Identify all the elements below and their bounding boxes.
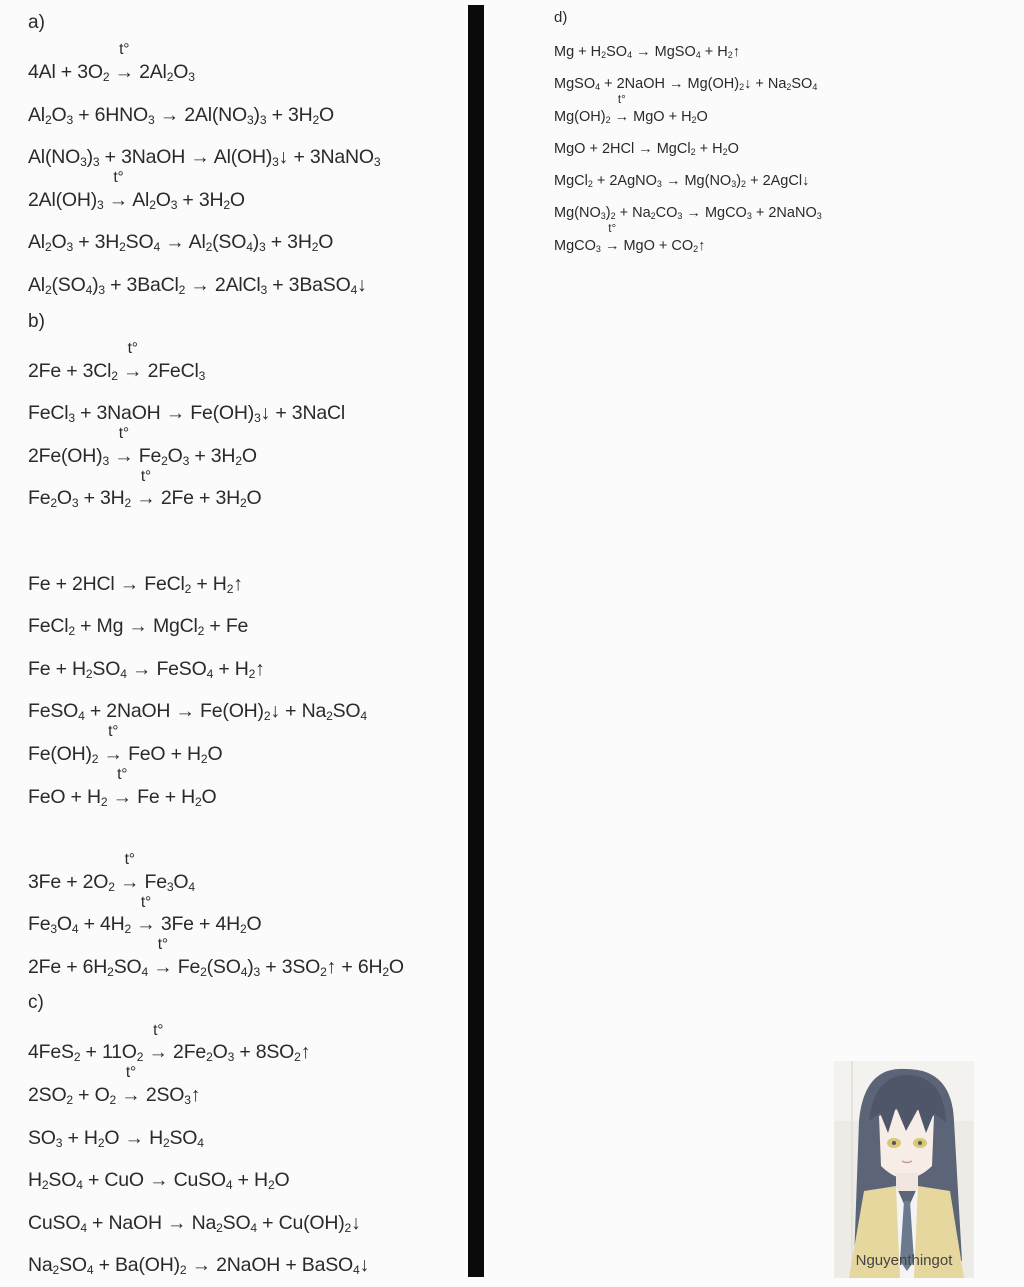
equation-line: $Mg + H_2SO_4$ → MgSO$_4$ + $H_2↑$	[554, 44, 740, 61]
heat-arrow: t° →	[103, 723, 123, 765]
equation-line: $2Fe + 3Cl_2$ t° → 2FeCl$_3$	[28, 350, 468, 393]
equation-line: $2Fe + 6H_2SO_4$ t° → $Fe_2(SO_4)_3$ + $3SO_2↑ + 6H_2O$	[28, 946, 468, 989]
heat-arrow: t° →	[114, 41, 134, 83]
equation-line: $2SO_2 + O_2$ t° → $2SO_3↑$	[28, 1074, 468, 1117]
equation-line: $Mg(NO_3)_2 + Na_2CO_3$ → MgCO$_3$ + 2NaNO$_3$	[554, 205, 822, 222]
heat-arrow: t° →	[108, 169, 129, 211]
heat-arrow: t° →	[136, 893, 156, 936]
right-column	[554, 6, 994, 262]
heat-arrow: t° →	[121, 1064, 141, 1107]
equation-line: MgCl$_2$ + 2AgNO$_3$ → $Mg(NO_3)_2$ + 2AgCl↓	[554, 173, 810, 190]
spacer	[28, 520, 468, 563]
heat-arrow: t° →	[136, 467, 156, 510]
equation-line: $Al_2O_3 + 3H_2SO_4 \to Al_2(SO_4)_3 + 3H_2O$	[28, 231, 334, 255]
equation-line: $Fe_2O_3 + 3H_2$ t° → $2Fe + 3H_2O$	[28, 477, 468, 520]
equation-line: FeO + $H_2$ t° → $Fe + H_2O$	[28, 776, 468, 819]
heat-arrow: t° →	[114, 425, 134, 467]
heat-arrow: t° →	[604, 222, 620, 254]
equation-line: Fe + 2HCl → FeCl$_2$ + $H_2↑$	[28, 572, 243, 596]
heat-arrow: t° →	[112, 765, 132, 808]
equation-line: $Fe + H_2SO_4$ → FeSO$_4$ + $H_2↑$	[28, 657, 265, 681]
section-label: b)	[28, 310, 45, 332]
avatar-watermark: Nguyenthingot	[855, 1252, 953, 1269]
section-label: a)	[28, 12, 45, 33]
equation-line: $2Al(OH)_3$ t° → $Al_2O_3 + 3H_2O$	[28, 179, 468, 222]
equation-line: $Mg(OH)_2$ t° → MgO + $H_2O$	[554, 101, 994, 133]
equation-line: $4FeS_2 + 11O_2$ t° → $2Fe_2O_3$ + $8SO_2↑$	[28, 1031, 468, 1074]
equation-line: $Al_2O_3 + 6HNO_3 \to 2Al(NO_3)_3 + 3H_2O$	[28, 103, 335, 127]
equation-line: $Al_2(SO_4)_3$ + 3BaCl$_2$ → 2AlCl$_3$ + 3BaSO$_4$↓	[28, 273, 367, 297]
equation-line: $Al(NO_3)_3$ + 3NaOH → $Al(OH)_3↓$ + 3NaNO$_3$	[28, 146, 381, 170]
equation-line: FeCl$_3$ + 3NaOH → $Fe(OH)_3↓$ + 3NaCl	[28, 402, 345, 426]
avatar-image	[834, 1061, 974, 1278]
equation-line: $3Fe + 2O_2$ t° → $Fe_3O_4$	[28, 861, 468, 904]
equation-line: FeSO$_4$ + 2NaOH → $Fe(OH)_2↓ + Na_2SO_4$	[28, 700, 367, 724]
equation-line: CuSO$_4$ + NaOH → $Na_2SO_4$ + $Cu(OH)_2↓$	[28, 1211, 361, 1235]
left-column	[28, 8, 468, 1287]
equation-line: $H_2SO_4$ + CuO → CuSO$_4$ + $H_2O$	[28, 1169, 290, 1193]
heat-arrow: t° →	[148, 1021, 168, 1064]
equation-line: $Fe_3O_4 + 4H_2$ t° → $3Fe + 4H_2O$	[28, 903, 468, 946]
equation-line: $Na_2SO_4 + Ba(OH)_2$ → 2NaOH + BaSO$_4$↓	[28, 1254, 370, 1278]
equation-line: $Fe(OH)_2$ t° → FeO + $H_2O$	[28, 733, 468, 776]
equation-line: $4Al + 3O_2$ t° → $2Al_2O_3$	[28, 51, 468, 94]
equation-line: $SO_3 + H_2O \to H_2SO_4$	[28, 1126, 204, 1150]
equation-line: MgSO$_4$ + 2NaOH → $Mg(OH)_2↓ + Na_2SO_4$	[554, 76, 818, 93]
column-divider	[468, 5, 484, 1277]
section-label: d)	[554, 9, 568, 26]
equation-line: $2Fe(OH)_3$ t° → $Fe_2O_3 + 3H_2O$	[28, 435, 468, 478]
equation-line: MgCO$_3$ t° → MgO + $CO_2↑$	[554, 230, 994, 262]
heat-arrow: t° →	[123, 339, 143, 382]
heat-arrow: t° →	[120, 851, 140, 893]
equation-line: FeCl$_2$ + Mg → MgCl$_2$ + Fe	[28, 615, 249, 639]
section-label: c)	[28, 992, 44, 1014]
equation-line: MgO + 2HCl → MgCl$_2$ + $H_2O$	[554, 140, 739, 158]
heat-arrow: t° →	[153, 936, 173, 978]
heat-arrow: t° →	[614, 93, 630, 125]
spacer	[28, 818, 468, 861]
